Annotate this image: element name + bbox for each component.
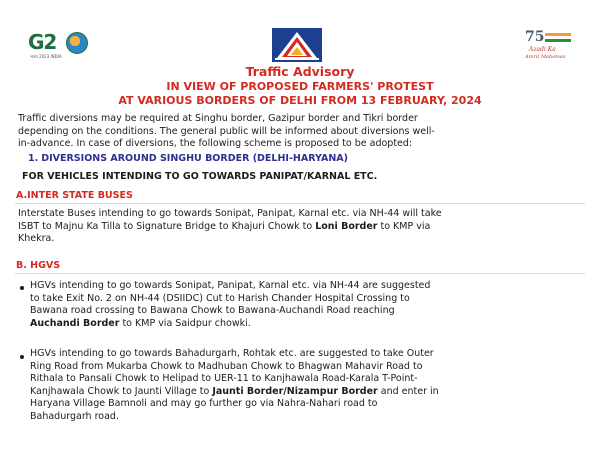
paragraph-line: Haryana Village Bamnoli and may go further go via Nahra-Nahari road to (30, 398, 378, 409)
section-a-paragraph (18, 208, 442, 246)
intro-line: in-advance. In case of diversions, the following scheme is proposed to be adopted: (18, 138, 413, 149)
section-b-heading: B. HGVS (16, 260, 61, 271)
g20-logo-subtitle: भारत 2023 INDIA (30, 54, 62, 59)
hgv-paragraph-1 (30, 280, 430, 330)
azadi-logo-line2: Amrit Mahotsav (525, 54, 566, 60)
advisory-subtitle-line2: AT VARIOUS BORDERS OF DELHI FROM 13 FEBRUARY, 2024 (118, 94, 482, 107)
list-item-text: DIVERSIONS AROUND SINGHU BORDER (DELHI-HARYANA) (41, 153, 348, 164)
g20-logo-text: G2 (28, 30, 57, 54)
delhi-police-emblem-icon (272, 28, 322, 62)
intro-line: Traffic diversions may be required at Singhu border, Gazipur border and Tikri border (18, 113, 418, 124)
globe-icon (66, 32, 88, 54)
azadi-ka-amrit-mahotsav-logo (523, 27, 575, 63)
paragraph-line: Rithala to Pansali Chowk to Helipad to UER-11 to Kanjhawala Road-Karala T-Point- (30, 373, 418, 384)
bullet-icon (20, 355, 24, 359)
loni-border-highlight: Loni Border (315, 220, 378, 232)
auchandi-border-highlight: Auchandi Border (30, 317, 120, 329)
hgv-paragraph-2 (30, 348, 439, 423)
intro-line: depending on the conditions. The general public will be informed about diversions well- (18, 125, 435, 137)
paragraph-line: HGVs intending to go towards Bahadurgarh, Rohtak etc. are suggested to take Outer (30, 348, 434, 359)
paragraph-line: Kanjhawala Chowk to Jaunti Village to Jaunti Border/Nizampur Border and enter in (30, 385, 439, 397)
paragraph-line: Bahadurgarh road. (30, 410, 119, 422)
section-a-line: Interstate Buses intending to go towards Sonipat, Panipat, Karnal etc. via NH-44 will take (18, 208, 442, 219)
section-divider (15, 203, 585, 204)
azadi-logo-number: 75 (525, 29, 545, 45)
section-a-heading: A.INTER STATE BUSES (16, 190, 133, 201)
section-a-line: Khekra. (18, 233, 55, 244)
list-item-number: 1. (28, 153, 39, 164)
paragraph-line: to take Exit No. 2 on NH-44 (DSIIDC) Cut to Harish Chander Hospital Crossing to (30, 292, 410, 304)
numbered-list-item (28, 153, 348, 164)
section-a-line: ISBT to Majnu Ka Tilla to Signature Bridge to Khajuri Chowk to Loni Border to KMP via (18, 220, 431, 232)
paragraph-line: HGVs intending to go towards Sonipat, Panipat, Karnal etc. via NH-44 are suggested (30, 280, 431, 291)
paragraph-line: Ring Road from Mukarba Chowk to Madhuban Chowk to Bhagwan Mahavir Road to (30, 360, 423, 372)
bullet-icon (20, 286, 24, 290)
intro-paragraph (18, 113, 435, 151)
advisory-subtitle-line1: IN VIEW OF PROPOSED FARMERS' PROTEST (166, 80, 434, 93)
section-divider (15, 273, 585, 274)
jaunti-nizampur-border-highlight: Jaunti Border/Nizampur Border (212, 385, 378, 397)
paragraph-line: Bawana road crossing to Bawana Chowk to Bawana-Auchandi Road reaching (30, 305, 395, 316)
advisory-title: Traffic Advisory (245, 64, 355, 79)
vehicles-heading: FOR VEHICLES INTENDING TO GO TOWARDS PANIPAT/KARNAL ETC. (22, 171, 378, 182)
paragraph-line: Auchandi Border to KMP via Saidpur chowki. (30, 317, 251, 329)
flag-icon (545, 33, 571, 42)
g20-logo (28, 30, 96, 66)
azadi-logo-line1: Azadi Ka (529, 46, 556, 53)
